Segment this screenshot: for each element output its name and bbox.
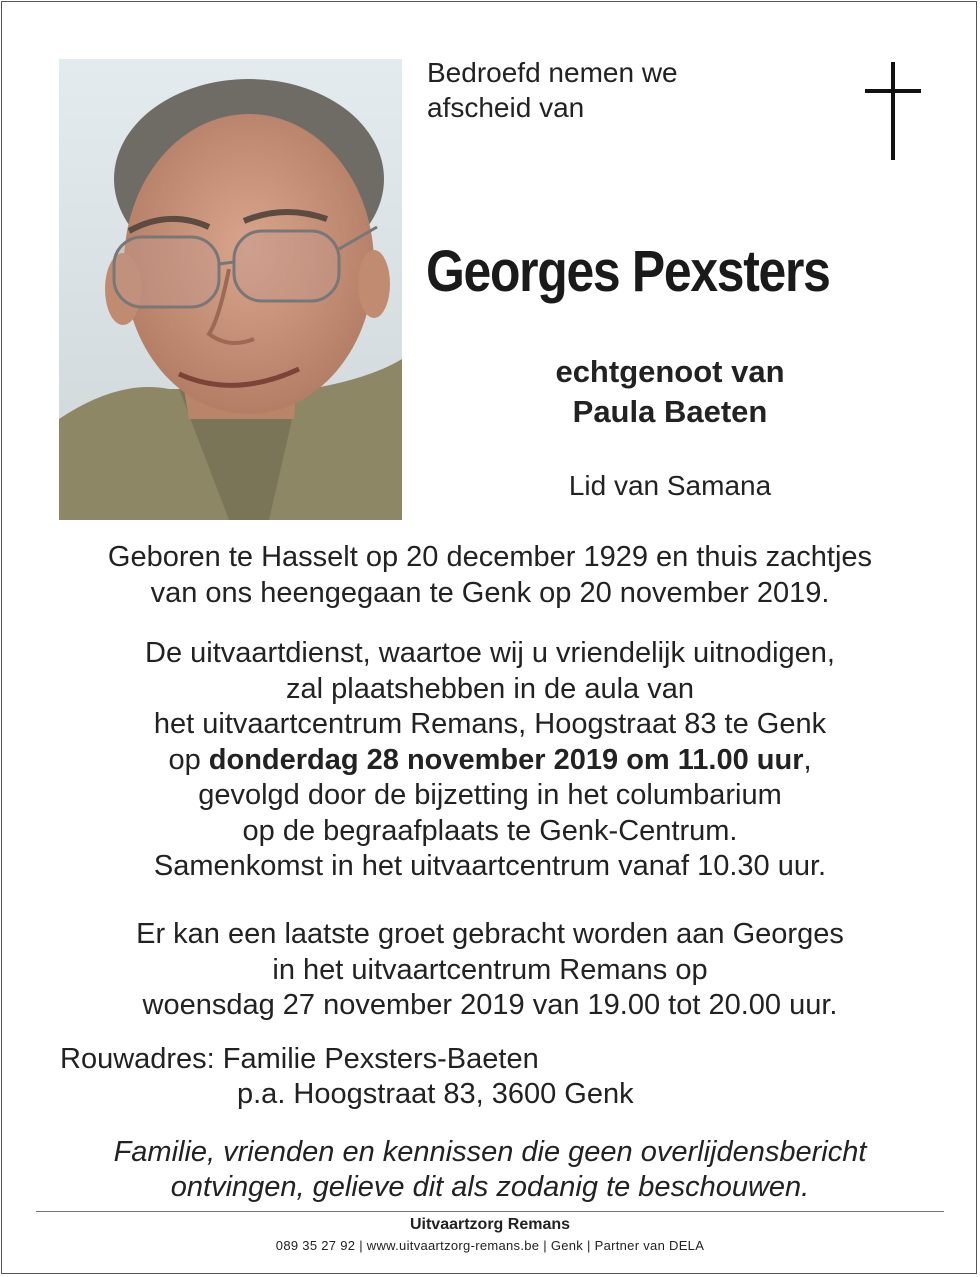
service-date-line	[0, 743, 980, 779]
farewell-paragraph	[0, 917, 980, 1024]
closing-note	[0, 1135, 980, 1205]
paragraph-line: De uitvaartdienst, waartoe wij u vriendelijk uitnodigen,	[145, 637, 835, 669]
cross-icon	[862, 62, 924, 160]
paragraph-line: het uitvaartcentrum Remans, Hoogstraat 83 te Genk	[153, 708, 827, 740]
paragraph-line: Samenkomst in het uitvaartcentrum vanaf 10.30 uur.	[153, 850, 827, 882]
note-line: ontvingen, gelieve dit als zodanig te beschouwen.	[170, 1171, 810, 1203]
intro-text	[427, 55, 678, 125]
paragraph-line: van ons heengegaan te Genk op 20 november 2019.	[150, 576, 830, 609]
service-date-suffix: ,	[803, 743, 812, 776]
funeral-company-contact: 089 35 27 92 | www.uitvaartzorg-remans.be | Genk | Partner van DELA	[275, 1238, 705, 1253]
service-paragraph	[0, 636, 980, 885]
paragraph-line: op de begraafplaats te Genk-Centrum.	[242, 814, 738, 847]
mourning-address-street: p.a. Hoogstraat 83, 3600 Genk	[237, 1078, 634, 1110]
service-date: donderdag 28 november 2019 om 11.00 uur	[208, 743, 804, 776]
note-line: Familie, vrienden en kennissen die geen overlijdensbericht	[113, 1136, 867, 1168]
birth-death-paragraph	[0, 540, 980, 611]
paragraph-line: woensdag 27 november 2019 van 19.00 tot 20.00 uur.	[142, 989, 838, 1021]
intro-line: afscheid van	[427, 92, 585, 123]
footer-divider	[36, 1211, 944, 1212]
intro-line: Bedroefd nemen we	[427, 57, 678, 88]
mourning-address: Rouwadres: Familie Pexsters-Baeten	[60, 1043, 539, 1075]
portrait-photo	[59, 59, 402, 520]
funeral-company-name: Uitvaartzorg Remans	[409, 1216, 571, 1233]
deceased-name: Georges Pexsters	[426, 239, 830, 304]
paragraph-line: Geboren te Hasselt op 20 december 1929 en thuis zachtjes	[107, 541, 873, 573]
paragraph-line: in het uitvaartcentrum Remans op	[272, 953, 708, 986]
spouse-name: Paula Baeten	[572, 394, 768, 429]
portrait-illustration	[59, 59, 402, 520]
spouse-relation: echtgenoot van	[555, 354, 785, 389]
paragraph-line: Er kan een laatste groet gebracht worden aan Georges	[136, 918, 844, 950]
membership: Lid van Samana	[568, 470, 772, 501]
service-date-prefix: op	[168, 743, 209, 776]
paragraph-line: gevolgd door de bijzetting in het columbarium	[198, 779, 782, 811]
paragraph-line: zal plaatshebben in de aula van	[286, 672, 694, 705]
spouse-block	[420, 352, 920, 432]
